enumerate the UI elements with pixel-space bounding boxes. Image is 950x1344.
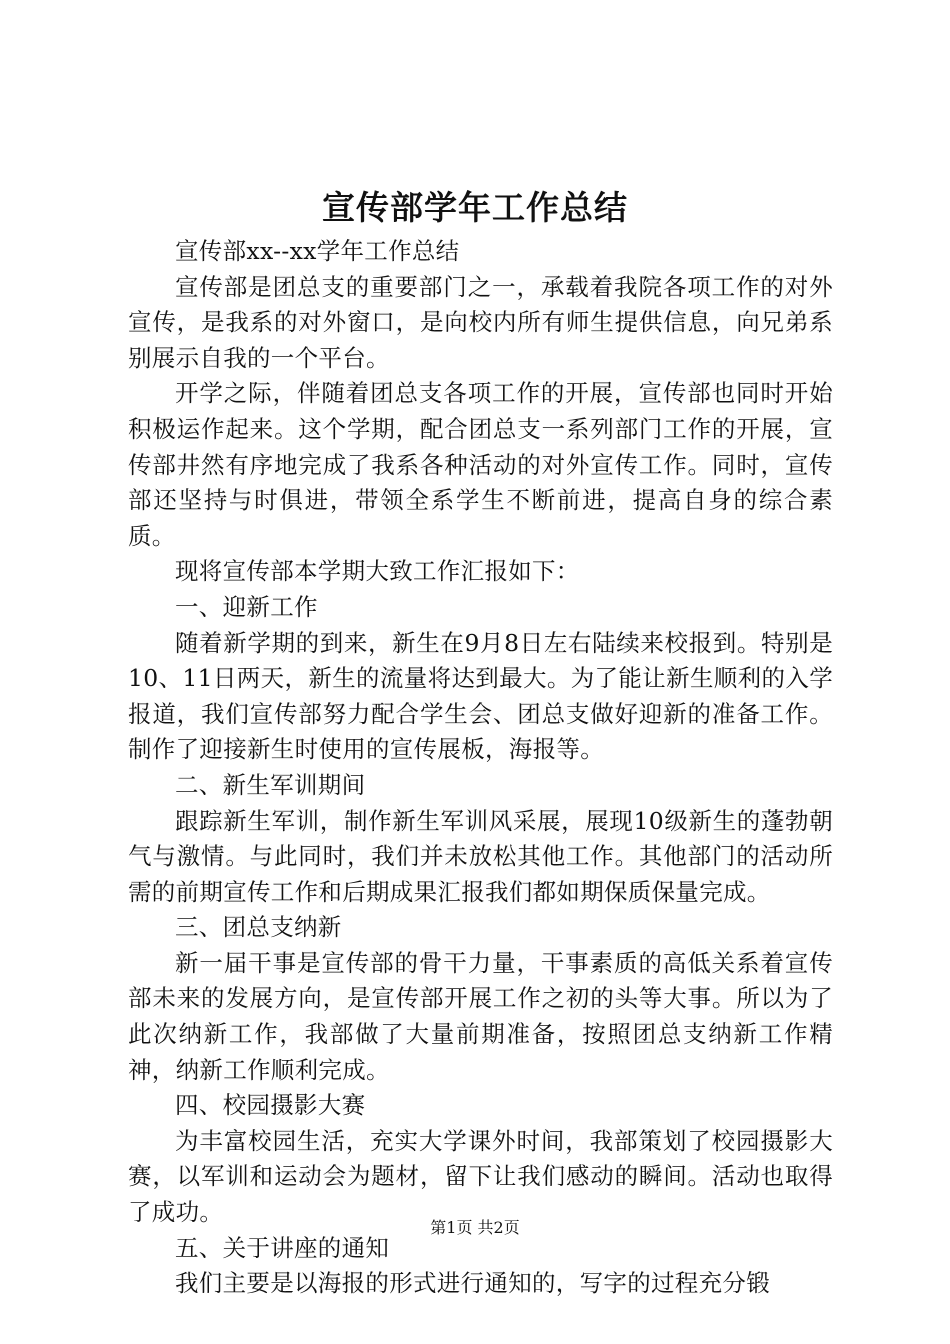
paragraph-overview: 开学之际，伴随着团总支各项工作的开展，宣传部也同时开始积极运作起来。这个学期，配合团总支一系列部门工作的开展，宣传部井然有序地完成了我系各种活动的对外宣传工作。同时，宣传部还坚持与时俱进，带领全系学生不断前进，提高自身的综合素质。 — [128, 379, 833, 550]
document-body — [128, 234, 833, 1302]
document-title: 宣传部学年工作总结 — [322, 188, 628, 227]
section-heading-4: 四、校园摄影大赛 — [175, 1091, 366, 1120]
section-heading-3: 三、团总支纳新 — [175, 913, 342, 942]
paragraph-section-1: 随着新学期的到来，新生在9月8日左右陆续来校报到。特别是10、11日两天，新生的流量将达到最大。为了能让新生顺利的入学报道，我们宣传部努力配合学生会、团总支做好迎新的准备工作。制作了迎接新生时使用的宣传展板，海报等。 — [128, 628, 833, 764]
page-number: 第1页 共2页 — [430, 1218, 520, 1237]
section-heading-1: 一、迎新工作 — [175, 592, 318, 621]
paragraph-section-4: 为丰富校园生活，充实大学课外时间，我部策划了校园摄影大赛，以军训和运动会为题材，留下让我们感动的瞬间。活动也取得了成功。 — [128, 1126, 833, 1227]
paragraph-section-3: 新一届干事是宣传部的骨干力量，干事素质的高低关系着宣传部未来的发展方向，是宣传部开展工作之初的头等大事。所以为了此次纳新工作，我部做了大量前期准备，按照团总支纳新工作精神，纳新工作顺利完成。 — [128, 948, 833, 1084]
paragraph-section-2: 跟踪新生军训，制作新生军训风采展，展现10级新生的蓬勃朝气与激情。与此同时，我们并未放松其他工作。其他部门的活动所需的前期宣传工作和后期成果汇报我们都如期保质保量完成。 — [128, 806, 833, 906]
section-heading-2: 二、新生军训期间 — [175, 770, 366, 799]
section-heading-5: 五、关于讲座的通知 — [175, 1233, 390, 1262]
paragraph-subtitle: 宣传部xx--xx学年工作总结 — [175, 237, 460, 265]
paragraph-report-lead: 现将宣传部本学期大致工作汇报如下： — [175, 557, 580, 586]
paragraph-intro: 宣传部是团总支的重要部门之一，承载着我院各项工作的对外宣传，是我系的对外窗口，是向校内所有师生提供信息，向兄弟系别展示自我的一个平台。 — [128, 272, 833, 372]
paragraph-section-5: 我们主要是以海报的形式进行通知的，写字的过程充分锻 — [175, 1269, 770, 1298]
